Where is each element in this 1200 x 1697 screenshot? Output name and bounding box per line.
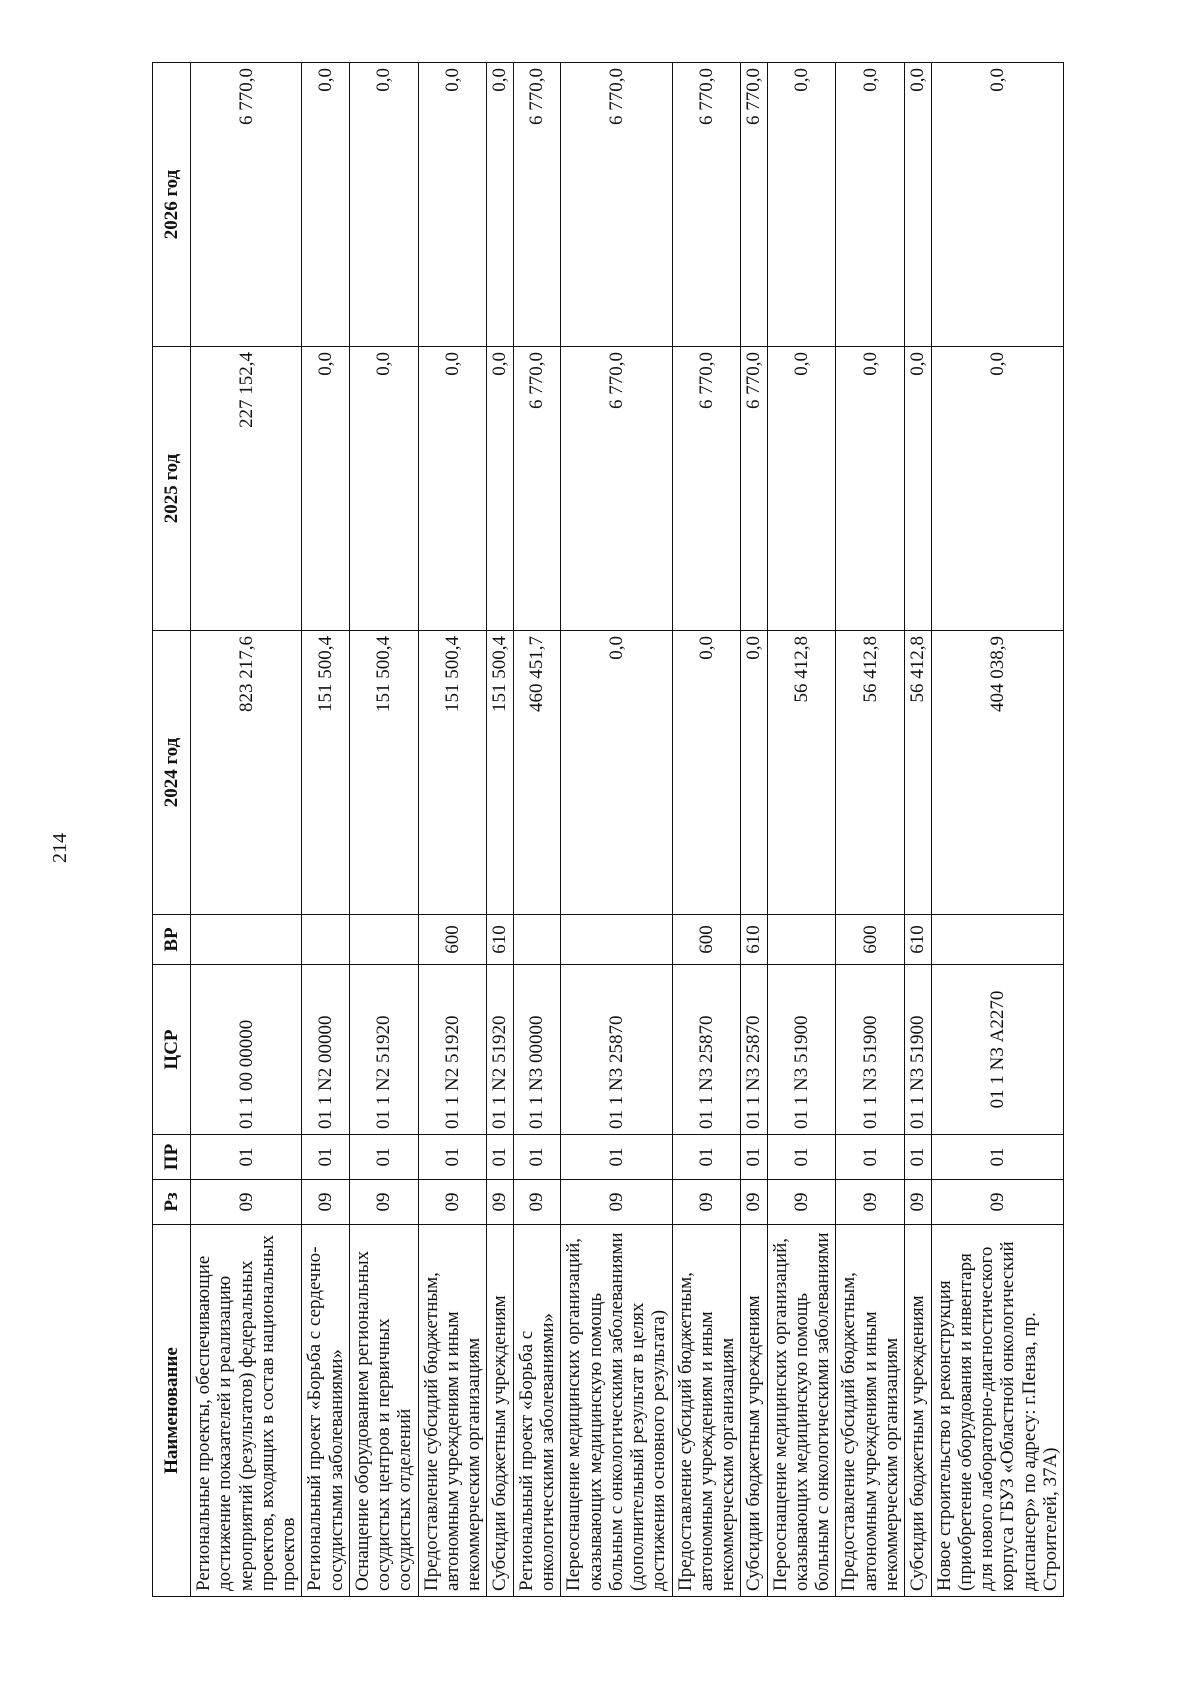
cell-2026: 0,0 (487, 63, 513, 347)
cell-2025: 6 770,0 (561, 347, 672, 631)
cell-name: Региональный проект «Борьба с сердечно-сосудистыми заболеваниями» (302, 1225, 350, 1597)
cell-rz: 09 (931, 1180, 1064, 1225)
cell-2025: 0,0 (418, 347, 487, 631)
cell-pr: 01 (349, 1135, 418, 1180)
cell-2024: 151 500,4 (349, 631, 418, 915)
table-row (513, 63, 561, 1597)
cell-2026: 0,0 (905, 63, 931, 347)
header-csr: ЦСР (153, 965, 191, 1135)
cell-2025: 0,0 (905, 347, 931, 631)
cell-csr: 01 1 N3 51900 (836, 965, 905, 1135)
cell-vr (561, 915, 672, 965)
cell-2024: 460 451,7 (513, 631, 561, 915)
cell-csr: 01 1 N2 00000 (302, 965, 350, 1135)
budget-table (152, 62, 1064, 1597)
cell-2026: 0,0 (302, 63, 350, 347)
cell-pr: 01 (513, 1135, 561, 1180)
header-pr: ПР (153, 1135, 191, 1180)
cell-2024: 823 217,6 (191, 631, 302, 915)
cell-2024: 56 412,8 (905, 631, 931, 915)
cell-2025: 227 152,4 (191, 347, 302, 631)
cell-2024: 151 500,4 (487, 631, 513, 915)
cell-rz: 09 (905, 1180, 931, 1225)
table-row (836, 63, 905, 1597)
header-2024: 2024 год (153, 631, 191, 915)
cell-vr: 600 (418, 915, 487, 965)
cell-rz: 09 (767, 1180, 836, 1225)
cell-csr: 01 1 00 00000 (191, 965, 302, 1135)
table-row (487, 63, 513, 1597)
cell-2025: 0,0 (767, 347, 836, 631)
cell-2024: 151 500,4 (418, 631, 487, 915)
cell-name: Переоснащение медицинских организаций, оказывающих медицинскую помощь больным с онкологическими заболеваниями (дополнительный результат в целях достижения основного результата) (561, 1225, 672, 1597)
cell-2024: 0,0 (561, 631, 672, 915)
header-2025: 2025 год (153, 347, 191, 631)
cell-rz: 09 (836, 1180, 905, 1225)
header-2026: 2026 год (153, 63, 191, 347)
cell-rz: 09 (418, 1180, 487, 1225)
cell-pr: 01 (767, 1135, 836, 1180)
cell-2026: 6 770,0 (513, 63, 561, 347)
cell-pr: 01 (191, 1135, 302, 1180)
cell-vr (513, 915, 561, 965)
table-row (767, 63, 836, 1597)
cell-vr (302, 915, 350, 965)
cell-pr: 01 (672, 1135, 741, 1180)
cell-name: Предоставление субсидий бюджетным, автономным учреждениям и иным некоммерческим организациям (672, 1225, 741, 1597)
cell-csr: 01 1 N3 25870 (561, 965, 672, 1135)
cell-csr: 01 1 N2 51920 (487, 965, 513, 1135)
cell-pr: 01 (905, 1135, 931, 1180)
cell-2026: 6 770,0 (191, 63, 302, 347)
table-row (931, 63, 1064, 1597)
cell-2025: 6 770,0 (741, 347, 767, 631)
cell-csr: 01 1 N3 25870 (672, 965, 741, 1135)
cell-2026: 0,0 (836, 63, 905, 347)
cell-2025: 0,0 (836, 347, 905, 631)
cell-2026: 6 770,0 (741, 63, 767, 347)
cell-vr (349, 915, 418, 965)
header-rz: Рз (153, 1180, 191, 1225)
cell-vr (191, 915, 302, 965)
cell-name: Оснащение оборудованием региональных сосудистых центров и первичных сосудистых отделений (349, 1225, 418, 1597)
cell-2025: 6 770,0 (672, 347, 741, 631)
cell-pr: 01 (836, 1135, 905, 1180)
cell-pr: 01 (418, 1135, 487, 1180)
cell-name: Региональный проект «Борьба с онкологическими заболеваниями» (513, 1225, 561, 1597)
cell-rz: 09 (349, 1180, 418, 1225)
cell-2026: 6 770,0 (561, 63, 672, 347)
cell-2025: 6 770,0 (513, 347, 561, 631)
cell-name: Переоснащение медицинских организаций, оказывающих медицинскую помощь больным с онкологическими заболеваниями (767, 1225, 836, 1597)
cell-2024: 56 412,8 (836, 631, 905, 915)
cell-name: Субсидии бюджетным учреждениям (905, 1225, 931, 1597)
cell-2025: 0,0 (931, 347, 1064, 631)
cell-vr: 600 (672, 915, 741, 965)
table-row (561, 63, 672, 1597)
cell-csr: 01 1 N3 25870 (741, 965, 767, 1135)
cell-2026: 0,0 (418, 63, 487, 347)
cell-vr (931, 915, 1064, 965)
cell-pr: 01 (741, 1135, 767, 1180)
cell-vr (767, 915, 836, 965)
cell-rz: 09 (741, 1180, 767, 1225)
budget-table-container (152, 63, 1064, 1597)
table-row (191, 63, 302, 1597)
cell-2025: 0,0 (302, 347, 350, 631)
cell-2025: 0,0 (349, 347, 418, 631)
cell-csr: 01 1 N3 51900 (905, 965, 931, 1135)
cell-rz: 09 (191, 1180, 302, 1225)
cell-name: Субсидии бюджетным учреждениям (487, 1225, 513, 1597)
table-row (741, 63, 767, 1597)
cell-name: Региональные проекты, обеспечивающие достижение показателей и реализацию мероприятий (результатов) федеральных проектов, входящих в состав национальных проектов (191, 1225, 302, 1597)
cell-vr: 610 (741, 915, 767, 965)
page-number: 214 (49, 833, 71, 863)
header-name: Наименование (153, 1225, 191, 1597)
cell-csr: 01 1 N3 51900 (767, 965, 836, 1135)
cell-2026: 0,0 (349, 63, 418, 347)
cell-name: Предоставление субсидий бюджетным, автономным учреждениям и иным некоммерческим организациям (836, 1225, 905, 1597)
cell-rz: 09 (672, 1180, 741, 1225)
cell-pr: 01 (487, 1135, 513, 1180)
cell-rz: 09 (513, 1180, 561, 1225)
cell-2024: 404 038,9 (931, 631, 1064, 915)
cell-2026: 0,0 (931, 63, 1064, 347)
cell-2025: 0,0 (487, 347, 513, 631)
cell-rz: 09 (561, 1180, 672, 1225)
table-row (302, 63, 350, 1597)
cell-2026: 6 770,0 (672, 63, 741, 347)
table-row (672, 63, 741, 1597)
table-row (418, 63, 487, 1597)
cell-vr: 610 (905, 915, 931, 965)
cell-name: Новое строительство и реконструкция (приобретение оборудования и инвентаря для нового лабораторно-диагностического корпуса ГБУЗ «Областной онкологический диспансер» по адресу: г.Пенза, пр. Строителей, 37А) (931, 1225, 1064, 1597)
cell-pr: 01 (931, 1135, 1064, 1180)
header-vr: ВР (153, 915, 191, 965)
cell-csr: 01 1 N2 51920 (418, 965, 487, 1135)
cell-2024: 56 412,8 (767, 631, 836, 915)
cell-vr: 600 (836, 915, 905, 965)
cell-2024: 151 500,4 (302, 631, 350, 915)
cell-pr: 01 (302, 1135, 350, 1180)
table-header-row (153, 63, 191, 1597)
cell-name: Предоставление субсидий бюджетным, автономным учреждениям и иным некоммерческим организациям (418, 1225, 487, 1597)
cell-csr: 01 1 N3 00000 (513, 965, 561, 1135)
cell-rz: 09 (487, 1180, 513, 1225)
cell-name: Субсидии бюджетным учреждениям (741, 1225, 767, 1597)
cell-pr: 01 (561, 1135, 672, 1180)
table-row (905, 63, 931, 1597)
cell-vr: 610 (487, 915, 513, 965)
cell-csr: 01 1 N2 51920 (349, 965, 418, 1135)
cell-csr: 01 1 N3 А2270 (931, 965, 1064, 1135)
cell-rz: 09 (302, 1180, 350, 1225)
cell-2024: 0,0 (672, 631, 741, 915)
cell-2026: 0,0 (767, 63, 836, 347)
table-row (349, 63, 418, 1597)
cell-2024: 0,0 (741, 631, 767, 915)
